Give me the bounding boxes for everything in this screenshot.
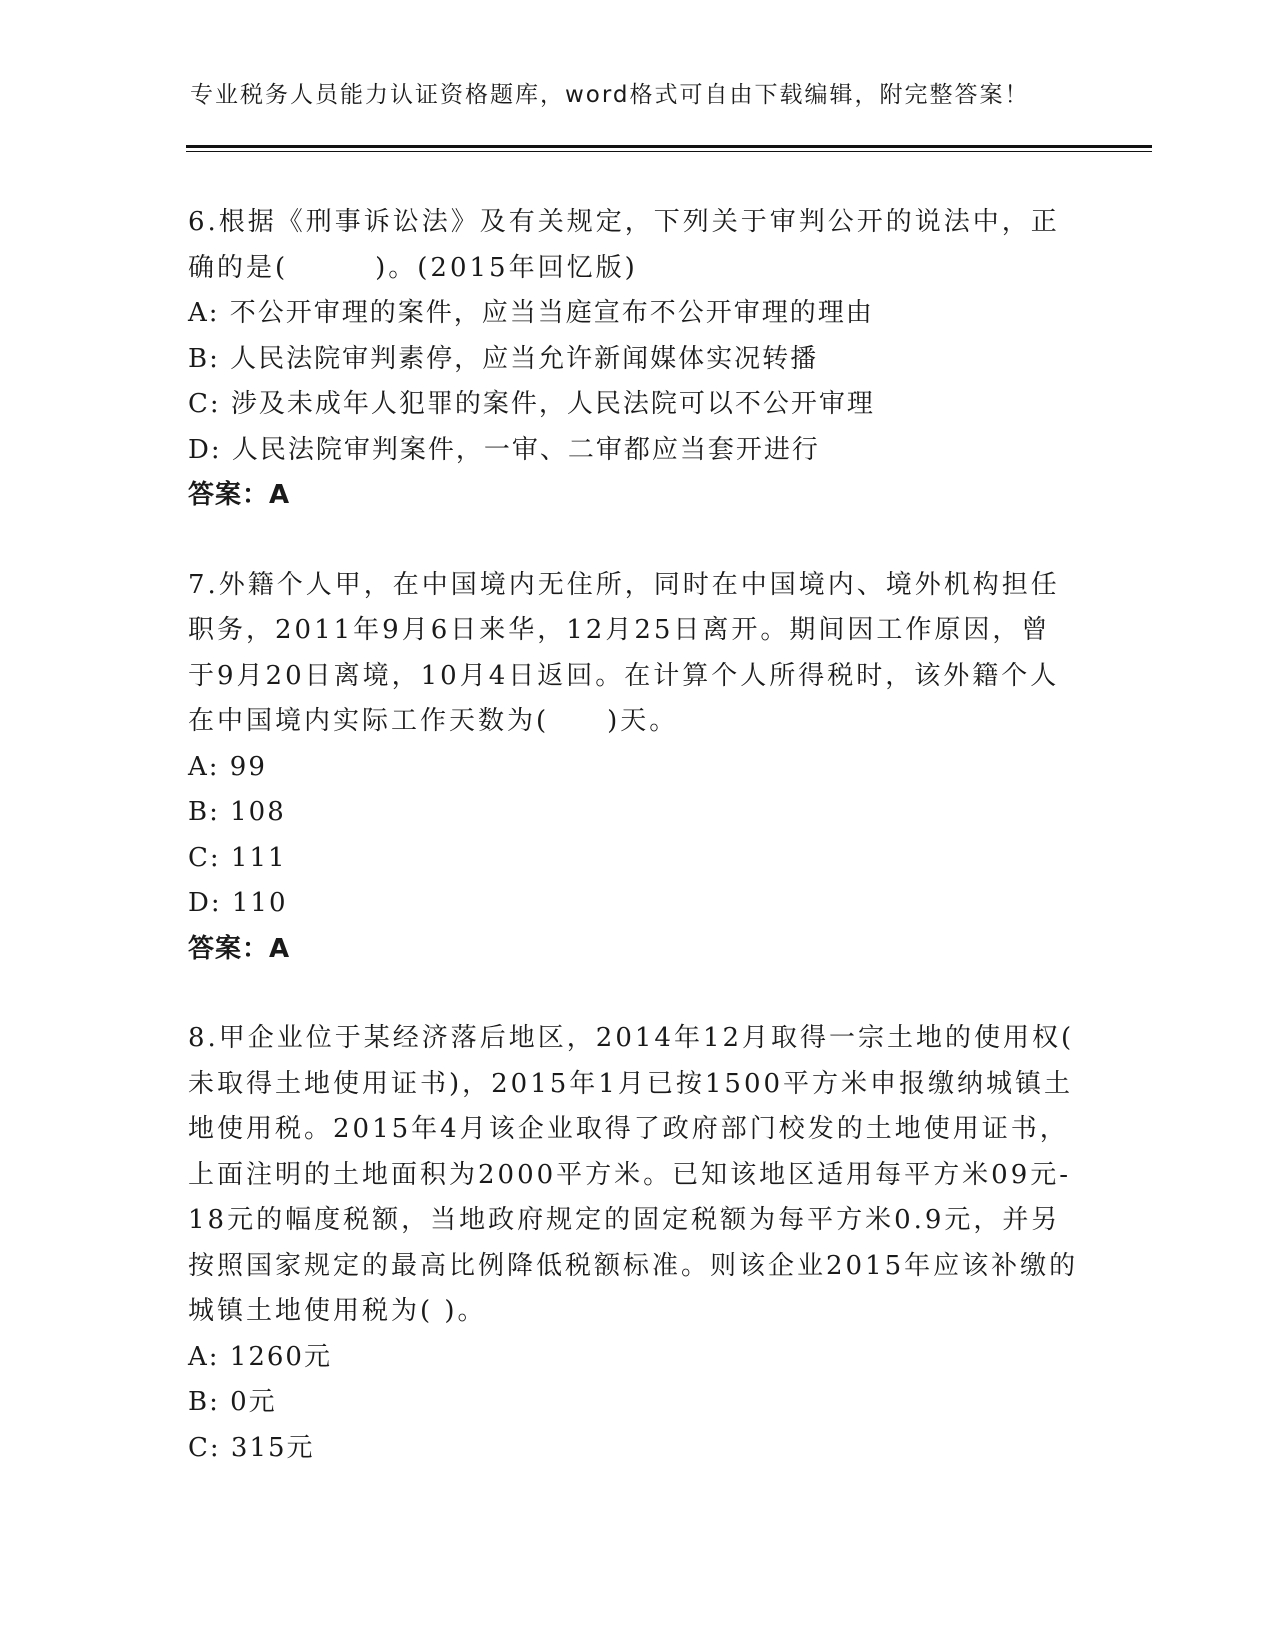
header-rule-thin [186, 151, 1152, 152]
option-b: B: 0元 [188, 1387, 277, 1417]
option-c: C: 涉及未成年人犯罪的案件，人民法院可以不公开审理 [188, 389, 875, 419]
question-stem-line: 7.外籍个人甲，在中国境内无住所，同时在中国境内、境外机构担任 [188, 569, 1060, 600]
page-header: 专业税务人员能力认证资格题库，word格式可自由下载编辑，附完整答案！ [190, 82, 1030, 108]
option-a: A: 1260元 [188, 1341, 332, 1372]
option-c: C: 315元 [188, 1432, 315, 1463]
question-stem-line: 在中国境内实际工作天数为( )天。 [188, 706, 679, 736]
option-c: C: 111 [188, 842, 287, 873]
option-b: B: 人民法院审判素停，应当允许新闻媒体实况转播 [188, 343, 819, 374]
question-6 [188, 200, 1088, 519]
option-d: D: 110 [188, 888, 288, 918]
question-stem-line: 按照国家规定的最高比例降低税额标准。则该企业2015年应该补缴的 [188, 1250, 1079, 1281]
question-stem-line: 上面注明的土地面积为2000平方米。已知该地区适用每平方米09元- [188, 1159, 1072, 1190]
option-a: A: 不公开审理的案件，应当当庭宣布不公开审理的理由 [188, 298, 874, 328]
answer-line: 答案：A [188, 933, 291, 964]
question-stem-line: 城镇土地使用税为( )。 [188, 1296, 487, 1326]
header-rule-thick [186, 145, 1152, 148]
question-stem-line: 确的是( )。(2015年回忆版) [188, 252, 638, 283]
question-7 [188, 563, 1088, 973]
option-a: A: 99 [188, 751, 267, 782]
question-stem-line: 8.甲企业位于某经济落后地区，2014年12月取得一宗土地的使用权( [188, 1023, 1075, 1053]
question-stem-line: 于9月20日离境，10月4日返回。在计算个人所得税时，该外籍个人 [188, 660, 1060, 691]
question-stem-line: 地使用税。2015年4月该企业取得了政府部门校发的土地使用证书， [188, 1114, 1069, 1144]
option-b: B: 108 [188, 797, 286, 827]
question-stem-line: 18元的幅度税额，当地政府规定的固定税额为每平方米0.9元，并另 [188, 1205, 1061, 1235]
question-stem-line: 6.根据《刑事诉讼法》及有关规定，下列关于审判公开的说法中，正 [188, 207, 1060, 237]
question-list [188, 200, 1088, 1515]
answer-line: 答案：A [188, 480, 291, 510]
question-stem-line: 职务，2011年9月6日来华，12月25日离开。期间因工作原因，曾 [188, 615, 1051, 645]
question-8 [188, 1016, 1088, 1471]
question-stem-line: 未取得土地使用证书)，2015年1月已按1500平方米申报缴纳城镇土 [188, 1068, 1074, 1099]
option-d: D: 人民法院审判案件，一审、二审都应当套开进行 [188, 434, 820, 465]
